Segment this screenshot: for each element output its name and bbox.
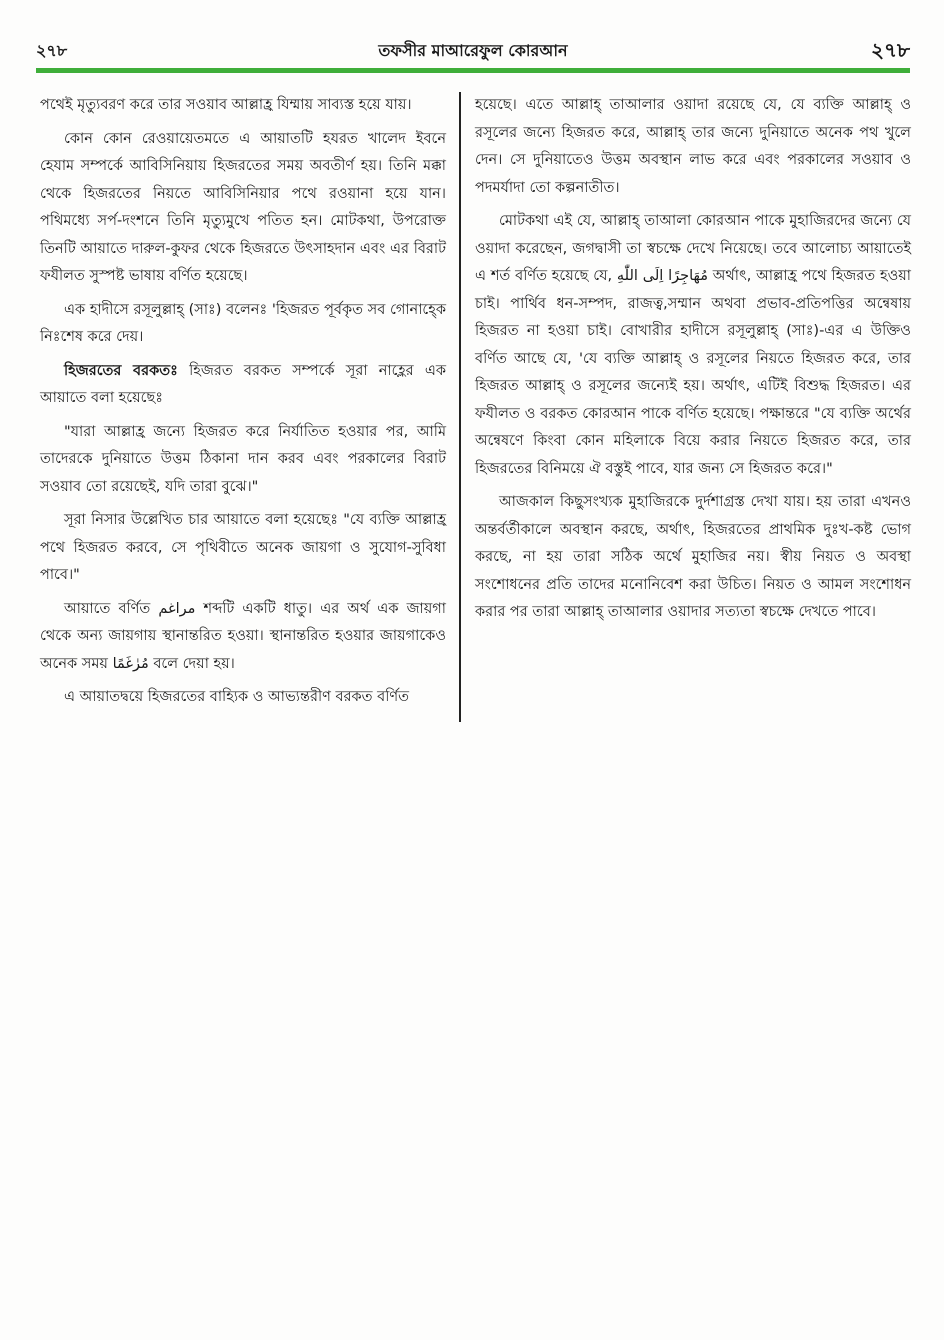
column-divider (459, 92, 461, 722)
paragraph: পথেই মৃত্যুবরণ করে তার সওয়াব আল্লাহ্র যিম্মায় সাব্যস্ত হয়ে যায়। (40, 97, 412, 113)
paragraph: মোটকথা এই যে, আল্লাহ্ তাআলা কোরআন পাকে মুহাজিরদের জন্যে যে ওয়াদা করেছেন, জগদ্বাসী তা স্বচক্ষে দেখে নিয়েছে। তবে আলোচ্য আয়াতেই এ শর্ত বর্ণিত হয়েছে যে, مُهَاجِرًا اِلَى اللّٰهِ অর্থাৎ, আল্লাহ্র পথে হিজরত হওয়া চাই। পার্থিব ধন-সম্পদ, রাজত্ব,সম্মান অথবা প্রভাব-প্রতিপত্তির অন্বেষায় হিজরত না হওয়া চাই। বোখারীর হাদীসে রসূলুল্লাহ্ (সাঃ)-এর এ উক্তিও বর্ণিত আছে যে, 'যে ব্যক্তি আল্লাহ্ ও রসূলের নিয়তে হিজরত করে, তার হিজরত আল্লাহ্ ও রসূলের জন্যেই হয়। অর্থাৎ, এটিই বিশুদ্ধ হিজরত। এর ফযীলত ও বরকত কোরআন পাকে বর্ণিত হয়েছে। পক্ষান্তরে "যে ব্যক্তি অর্থের অন্বেষণে কিংবা কোন মহিলাকে বিয়ে করার নিয়তে হিজরত করে, তার হিজরতের বিনিময়ে ঐ বস্তুই পাবে, যার জন্য সে হিজরত করে।" (475, 213, 911, 477)
paragraph: এক হাদীসে রসূলুল্লাহ্ (সাঃ) বলেনঃ 'হিজরত পূর্বকৃত সব গোনাহ্কে নিঃশেষ করে দেয়। (40, 301, 446, 345)
page-number-left: ২৭৮ (36, 41, 68, 60)
paragraph: হয়েছে। এতে আল্লাহ্ তাআলার ওয়াদা রয়েছে যে, যে ব্যক্তি আল্লাহ্ ও রসূলের জন্যে হিজরত করে, আল্লাহ্ তার জন্যে দুনিয়াতে অনেক পথ খুলে দেন। সে দুনিয়াতেও উত্তম অবস্থান লাভ করে এবং পরকালের সওয়াব ও পদমর্যাদা তো কল্পনাতীত। (475, 97, 911, 196)
left-column (40, 92, 446, 718)
page-number-right: ২৭৮ (871, 38, 910, 62)
page-title: তফসীর মাআরেফুল কোরআন (378, 41, 568, 60)
paragraph: কোন কোন রেওয়ায়েতমতে এ আয়াতটি হযরত খালেদ ইবনে হেযাম সম্পর্কে আবিসিনিয়ায় হিজরতের সময় অবতীর্ণ হয়। তিনি মক্কা থেকে হিজরতের নিয়তে আবিসিনিয়ার পথে রওয়ানা হয়ে যান। পথিমধ্যে সর্প-দংশনে তিনি মৃত্যুমুখে পতিত হন। মোটকথা, উপরোক্ত তিনটি আয়াতে দারুল-কুফর থেকে হিজরতে উৎসাহদান এবং এর বিরাট ফযীলত সুস্পষ্ট ভাষায় বর্ণিত হয়েছে। (40, 130, 446, 284)
quote-paragraph: "যারা আল্লাহ্র জন্যে হিজরত করে নির্যাতিত হওয়ার পর, আমি তাদেরকে দুনিয়াতে উত্তম ঠিকানা দান করব এবং পরকালের বিরাট সওয়াব তো রয়েছেই, যদি তারা বুঝে।" (40, 423, 446, 495)
paragraph (40, 358, 446, 413)
paragraph: সূরা নিসার উল্লেখিত চার আয়াতে বলা হয়েছেঃ "যে ব্যক্তি আল্লাহ্র পথে হিজরত করবে, সে পৃথিবীতে অনেক জায়গা ও সুযোগ-সুবিধা পাবে।" (40, 512, 446, 583)
paragraph: আয়াতে বর্ণিত مراغم শব্দটি একটি ধাতু। এর অর্থ এক জায়গা থেকে অন্য জায়গায় স্থানান্তরিত হওয়া। স্থানান্তরিত হওয়ার জায়গাকেও অনেক সময় مُرٰغَمًا বলে দেয়া হয়। (40, 600, 446, 672)
paragraph-text: হিজরত বরকত সম্পর্কে সূরা নাহ্লের এক আয়াতে বলা হয়েছেঃ (40, 362, 447, 406)
section-heading: হিজরতের বরকতঃ (64, 362, 178, 379)
paragraph: আজকাল কিছুসংখ্যক মুহাজিরকে দুর্দশাগ্রস্ত দেখা যায়। হয় তারা এখনও অন্তর্বর্তীকালে অবস্থান করছে, অর্থাৎ, হিজরতের প্রাথমিক দুঃখ-কষ্ট ভোগ করছে, না হয় তারা সঠিক অর্থে মুহাজির নয়। স্বীয় নিয়ত ও অবস্থা সংশোধনের প্রতি তাদের মনোনিবেশ করা উচিত। নিয়ত ও আমল সংশোধন করার পর তারা আল্লাহ্ তাআলার ওয়াদার সত্যতা স্বচক্ষে দেখতে পাবে। (475, 494, 911, 620)
page-header (36, 30, 910, 70)
paragraph: এ আয়াতদ্বয়ে হিজরতের বাহ্যিক ও আভ্যন্তরীণ বরকত বর্ণিত (64, 689, 410, 705)
right-column (475, 92, 911, 633)
header-rule (36, 68, 910, 73)
